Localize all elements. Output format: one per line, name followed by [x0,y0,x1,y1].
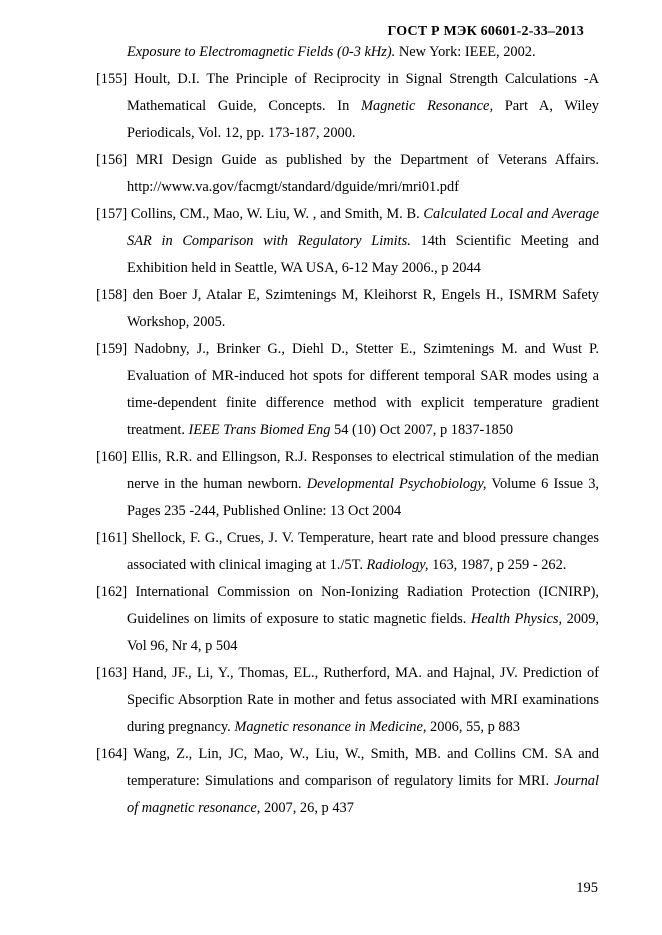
reference-text: [155] Hoult, D.I. The Principle of Reciprocity in Signal Strength Calculations -A Mathematical Guide, Concepts. In [96,71,599,114]
reference-text: [161] Shellock, F. G., Crues, J. V. Temperature, heart rate and blood pressure changes associated with clinical imaging at 1./5T. [96,530,599,573]
reference-item-162 [96,579,599,660]
reference-text: [164] Wang, Z., Lin, JC, Mao, W., Liu, W., Smith, MB. and Collins CM. SA and temperature: Simulations and comparison of regulatory limits for MRI. [96,746,599,789]
reference-italic-text: Radiology, [366,557,429,573]
reference-item-157 [96,201,599,282]
reference-text: [157] Collins, CM., Mao, W. Liu, W. , and Smith, M. B. [96,206,424,222]
reference-text: 2009, Vol 96, Nr 4, p 504 [127,611,599,654]
reference-item-163 [96,660,599,741]
reference-text: 54 (10) Oct 2007, p 1837-1850 [330,422,514,438]
standard-header: ГОСТ Р МЭК 60601-2-33–2013 [387,24,584,39]
reference-text: 2007, 26, p 437 [260,800,354,816]
reference-italic-text: Developmental Psychobiology, [306,476,487,492]
reference-italic-text: IEEE Trans Biomed Eng [188,422,331,438]
reference-item-159 [96,336,599,444]
reference-text: 14th Scientific Meeting and Exhibition held in Seattle, WA USA, 6-12 May 2006., p 2044 [127,233,599,276]
reference-item-continuation [96,39,599,66]
page-number: 195 [576,880,598,896]
reference-item-156 [96,147,599,201]
reference-text: [158] den Boer J, Atalar E, Szimtenings M, Kleihorst R, Engels H., ISMRM Safety Workshop, 2005. [96,287,599,330]
reference-item-161 [96,525,599,579]
reference-text: [160] Ellis, R.R. and Ellingson, R.J. Responses to electrical stimulation of the median nerve in the human newborn. [96,449,599,492]
reference-text: [159] Nadobny, J., Brinker G., Diehl D., Stetter E., Szimtenings M. and Wust P. Evaluation of MR-induced hot spots for different temporal SAR modes using a time-dependent finite difference method with explicit temperature gradient treatment. [96,341,599,438]
reference-text: 163, 1987, p 259 - 262. [428,557,567,573]
reference-italic-text: Journal of magnetic resonance, [127,773,599,816]
reference-text: Part A, Wiley Periodicals, Vol. 12, pp. 173-187, 2000. [127,98,599,141]
reference-italic-text: Calculated Local and Average SAR in Comparison with Regulatory Limits. [127,206,599,249]
reference-italic-text: Magnetic Resonance, [361,98,494,114]
reference-text: New York: IEEE, 2002. [395,44,536,60]
reference-text: Volume 6 Issue 3, Pages 235 -244, Published Online: 13 Oct 2004 [127,476,600,519]
reference-item-164 [96,741,599,822]
reference-text: [163] Hand, JF., Li, Y., Thomas, EL., Rutherford, MA. and Hajnal, JV. Prediction of Specific Absorption Rate in mother and fetus associated with MRI examinations during pregnancy. [96,665,599,735]
reference-list [96,39,599,822]
reference-item-160 [96,444,599,525]
reference-text: [162] International Commission on Non-Ionizing Radiation Protection (ICNIRP), Guidelines on limits of exposure to static magnetic fields. [96,584,599,627]
reference-italic-text: Health Physics, [470,611,563,627]
reference-item-155 [96,66,599,147]
reference-text: 2006, 55, p 883 [426,719,520,735]
reference-item-158 [96,282,599,336]
reference-italic-text: Exposure to Electromagnetic Fields (0-3 kHz). [127,44,396,60]
reference-text: [156] MRI Design Guide as published by the Department of Veterans Affairs. http://www.va.gov/facmgt/standard/dguide/mri/mri01.pdf [96,152,599,195]
reference-italic-text: Magnetic resonance in Medicine, [234,719,427,735]
